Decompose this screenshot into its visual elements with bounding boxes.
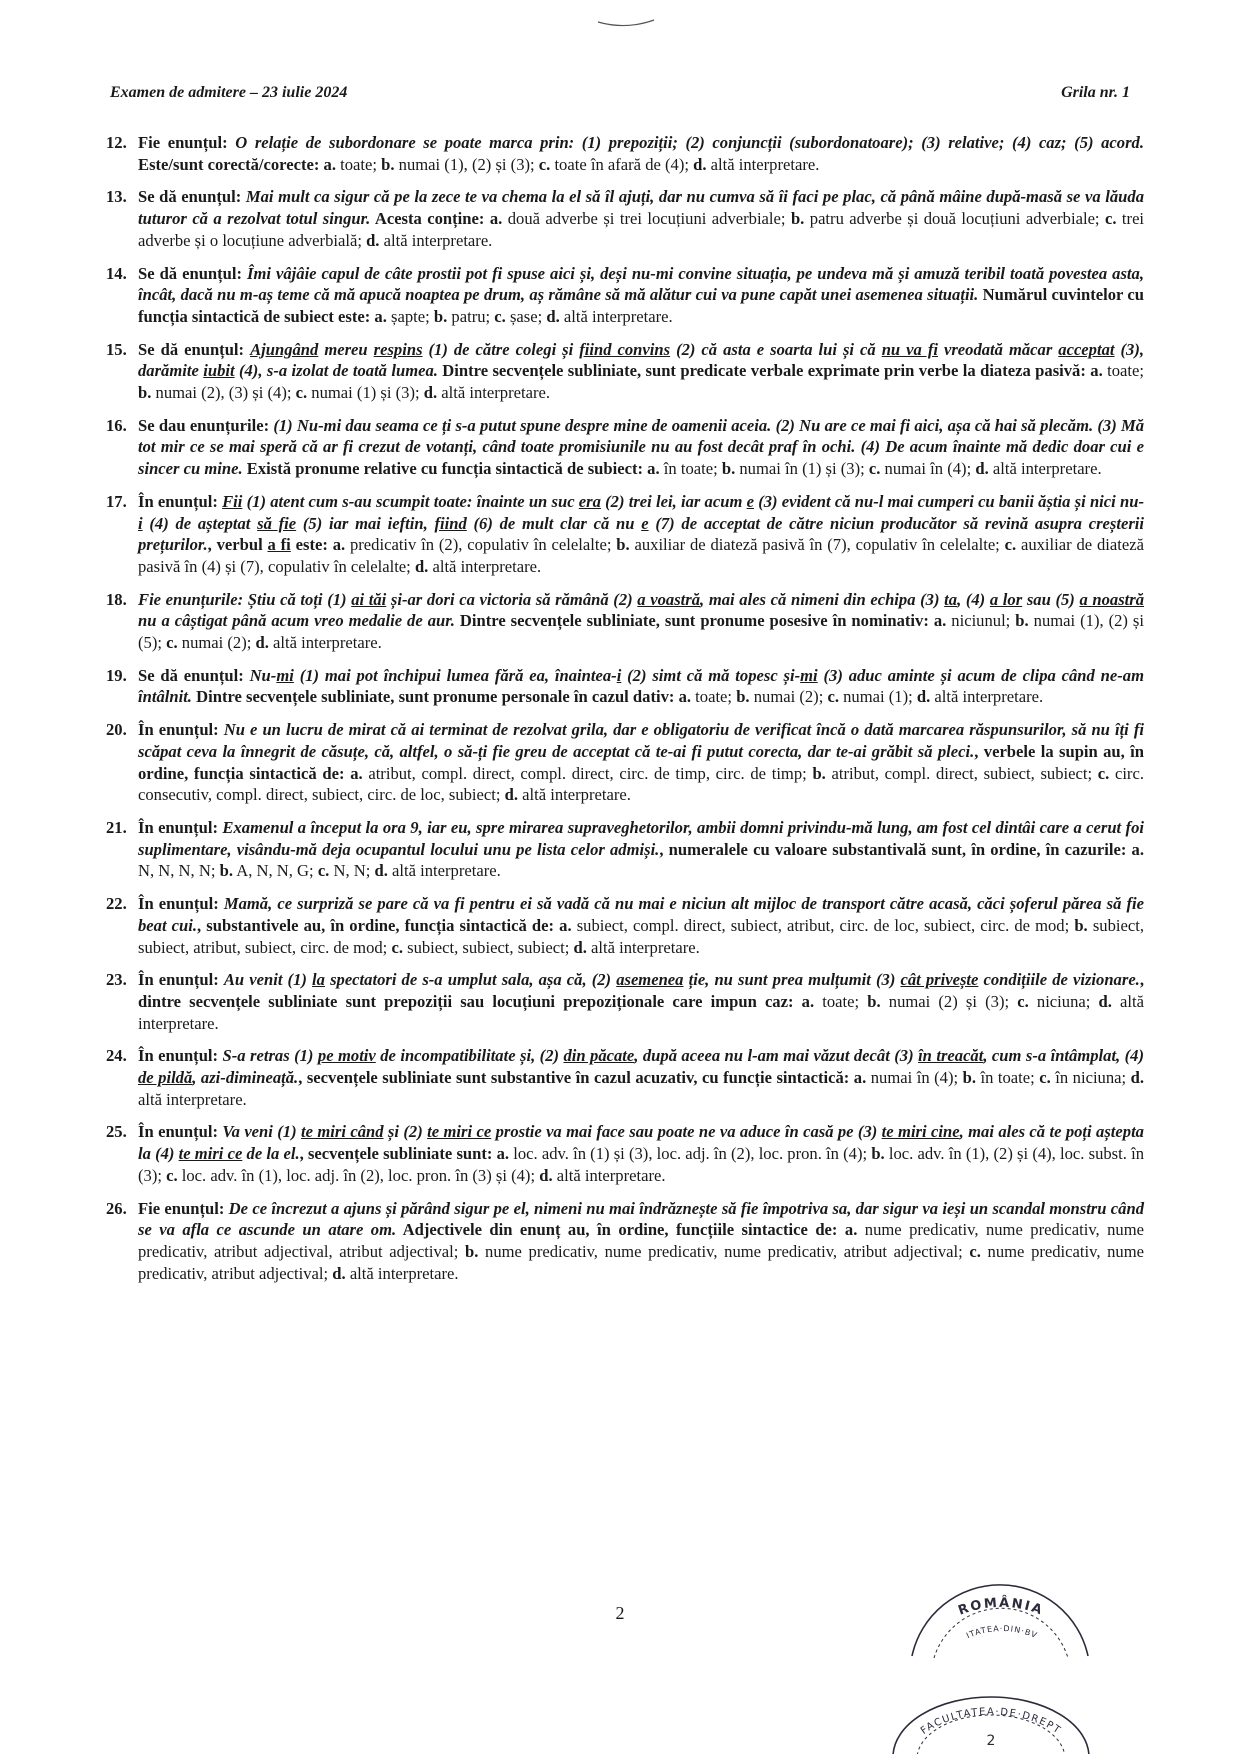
university-seal-lower [886,1693,1096,1754]
underlined-sequence: te miri ce [178,1144,243,1164]
question-text: sau (5) [1022,589,1080,609]
question-text: a. [801,991,815,1011]
question-text: (1) mai pot închipui lumea fără ea, înaintea- [293,665,617,685]
underlined-sequence: a fi [267,535,291,555]
question-text: patru; [447,306,495,326]
question-text: numai (1); [838,687,917,707]
underlined-sequence: să fie [257,513,297,533]
question-text: toate; [691,687,737,707]
questions-list [106,132,1144,1295]
question-text: c. [391,937,403,957]
question-text: loc. adv. în (1) și (3), loc. adj. în (2), loc. pron. în (4); [509,1144,872,1164]
question-number: 15. [106,339,127,359]
seal-number: 2 [986,1733,996,1749]
underlined-sequence: respins [373,339,423,359]
question-text: d. [975,459,989,479]
question-text: S-a retras (1) [222,1046,318,1066]
question-text: a. [350,763,363,783]
question-text: c. [295,383,308,403]
question-20 [106,719,1144,806]
question-text: Fie enunțul: [138,133,236,152]
question-text: b. [871,1144,885,1164]
question-text: a. [1090,361,1103,381]
question-text: subiect, subiect, atribut, subiect, circ. de mod; [138,915,1144,957]
question-text: șase; [505,306,547,326]
question-text: altă interpretare. [428,556,542,576]
question-25 [106,1121,1144,1186]
underlined-sequence: mi [276,665,294,685]
question-text: Acesta conține: [370,209,490,229]
underlined-sequence: te miri când [301,1122,384,1142]
question-text: subiect, compl. direct, subiect, atribut, circ. de loc, subiect, circ. de mod; [571,915,1075,935]
question-13 [106,186,1144,251]
question-text: Adjectivele din enunț au, în ordine, funcțiile sintactice de: [396,1220,845,1240]
question-text: c. [317,861,330,881]
question-14 [106,263,1144,328]
question-number: 16. [106,415,127,435]
question-text: loc. adv. în (1), loc. adj. în (2), loc. pron. în (3) și (4); [177,1165,540,1185]
question-text: numai (2), (3) și (4); [151,383,296,403]
question-text: (1) Nu-mi dau seama ce ți s-a putut spune despre mine de oamenii aceia. (2) Nu are ce mai fi aici, așa că hai să plecăm. (3) Mă tot mir ce se mai speră că ar fi crezut de votanți, când toate promisiunile nu au fost decât praf în ochi. (4) De acum înainte mă dedic doar cui e sincer cu mine. [138,415,1145,479]
question-text: altă interpretare. [138,991,1144,1033]
question-text: numai (2) și (3); [880,991,1018,1011]
underlined-sequence: ai tăi [351,589,387,609]
question-text: a. [323,154,336,174]
question-text: nume predicativ, nume predicativ, atribut adjectival; [138,1241,1144,1283]
question-text: a. [332,535,346,555]
question-text: Fie enunțul: [138,1198,229,1218]
question-text: altă interpretare. [706,154,820,174]
question-text: , dintre secvențele subliniate sunt prepoziții sau locuțiuni prepoziționale care impun caz: [138,970,1144,1011]
question-text: b. [736,687,750,707]
question-text: a. [489,209,503,229]
question-text: b. [1015,611,1029,631]
question-text: , mai ales că te poți aștepta la (4) [138,1122,1144,1164]
question-19 [106,665,1144,708]
underlined-sequence: i [616,665,622,685]
underlined-sequence: mi [800,665,818,685]
question-text: de incompatibilitate și, (2) [375,1046,564,1066]
question-number: 14. [106,263,127,283]
question-text: a. [559,915,572,935]
question-text: (1) de către colegi și [422,339,580,359]
question-text: (6) de mult clar că nu [466,513,642,533]
question-text: Există pronume relative cu funcția sintactică de subiect: [242,459,648,479]
question-text: toate în afară de (4); [550,154,694,174]
question-text: nu a câștigat până acum vreo medalie de aur. [138,611,455,631]
question-text: b. [721,459,736,479]
question-text: atribut, compl. direct, compl. direct, circ. de timp, circ. de timp; [362,763,813,783]
question-text: (2) simt că mă topesc și- [621,665,801,685]
question-text: Se dă enunțul: [138,187,246,207]
question-text: (4), s-a izolat de toată lumea. [234,361,438,381]
question-text: (2) trei lei, iar acum [600,491,747,511]
question-text: b. [962,1068,976,1088]
question-text: condițiile de vizionare. [978,970,1140,990]
question-22 [106,893,1144,958]
question-text: În enunțul: [138,817,223,837]
question-number: 26. [106,1198,127,1218]
question-text: În enunțul: [138,1122,223,1142]
underlined-sequence: te miri ce [427,1122,492,1142]
question-text: c. [1039,1068,1051,1088]
question-text: (7) de acceptat de către niciun producător să revină asupra creșterii prețurilor. [138,513,1144,555]
question-text: două adverbe și trei locuțiuni adverbiale; [502,209,791,229]
underlined-sequence: te miri cine [881,1122,960,1142]
question-text: b. [867,991,881,1011]
question-text: , cum s-a întâmplat, (4) [983,1046,1144,1066]
question-text: N, N; [329,861,375,881]
scan-mark [596,16,656,30]
question-text: predicativ în (2), copulativ în celelalte; [345,535,617,555]
question-text: , azi-dimineață. [192,1068,299,1088]
question-text: Dintre secvențele subliniate, sunt pronume personale în cazul dativ: [191,687,679,707]
question-text: numai (1), (2) și (5); [138,611,1145,653]
question-21 [106,817,1144,882]
question-text: prostie va mai face sau poate ne va aduce în casă pe (3) [491,1122,882,1142]
question-text: altă interpretare. [379,230,493,250]
question-number: 19. [106,665,127,685]
question-text: , (4) [957,589,990,609]
underlined-sequence: a noastră [1079,589,1145,609]
question-text: de la el. [242,1144,300,1164]
underlined-sequence: la [312,970,325,990]
question-text: c. [1017,991,1029,1011]
question-text: În enunțul: [138,970,224,990]
question-text: c. [166,633,178,653]
question-text: a. [1131,839,1144,859]
question-text: și-ar dori ca victoria să rămână (2) [386,589,638,609]
question-text: niciunul; [946,611,1016,631]
question-text: numai în (4); [880,459,976,479]
question-text: (1) atent cum s-au scumpit toate: înainte un suc [242,491,579,511]
question-text: c. [166,1165,178,1185]
question-text: Examenul a început la ora 9, iar eu, spre mirarea supraveghetorilor, ambii domni privindu-mă lung, am fost cel dintâi care a cerut foi suplimentare, visându-mă deja ocupantul locului unu pe lista celor admiși. [138,817,1144,859]
question-number: 13. [106,187,127,207]
question-text: Va veni (1) [222,1122,302,1142]
question-text: d. [1130,1068,1145,1088]
question-text: d. [414,556,429,576]
question-text: a. [374,306,387,326]
question-text: d. [539,1165,553,1185]
underlined-sequence: Fii [222,491,243,511]
question-text: d. [916,687,931,707]
question-text: altă interpretare. [552,1165,666,1185]
question-text: Mamă, ce surpriză se pare că va fi pentru ei să vadă că nu mai e niciun alt mijloc de transport către acasă, căci șoferul părea să fie beat cui. [138,894,1144,935]
question-text: altă interpretare. [559,306,673,326]
question-text: altă interpretare. [387,861,501,881]
question-text: toate; [814,991,868,1011]
question-number: 18. [106,589,127,609]
question-text: Fie enunțurile: Știu că toți (1) [138,589,352,609]
question-text: subiect, subiect, subiect; [402,937,574,957]
question-text: d. [1098,991,1112,1011]
svg-text:ITATEA·DIN·BV [965,1624,1039,1640]
question-text: Nu- [249,665,277,685]
question-text: N, N, N, N; [138,861,220,881]
question-text: , substantivele au, în ordine, funcția sintactică de: [197,915,560,935]
exam-title: Examen de admitere – 23 iulie 2024 [110,84,348,101]
underlined-sequence: cât privește [900,970,979,990]
question-number: 17. [106,491,127,511]
question-23 [106,969,1144,1034]
question-text: c. [538,154,551,174]
question-text: Nu e un lucru de mirat că ai terminat de rezolvat grila, dar e obligatoriu de verificat încă o dată marcarea răspunsurilor, să nu îți fi scăpat ceva la înnegrit de căsuțe, că, altfel, o să-ți fie greu de acceptat că te-ai fi putut corecta, dar te-ai grăbit să pleci. [138,720,1144,761]
question-text: altă interpretare. [437,383,551,403]
question-text: c. [494,306,506,326]
question-text: ție, nu sunt prea mulțumit (3) [683,970,901,990]
question-text: altă interpretare. [518,785,631,805]
underlined-sequence: e [641,513,649,533]
question-text: a. [933,611,947,631]
page-number: 2 [615,1603,625,1623]
question-12 [106,132,1144,175]
question-text: A, N, N, G; [232,861,318,881]
question-text: d. [573,937,587,957]
underlined-sequence: ta [944,589,958,609]
underlined-sequence: în treacăt [918,1046,984,1066]
question-text: b. [381,154,395,174]
question-text: b. [465,1241,479,1261]
question-text: Mai mult ca sigur că pe la zece te va chema la el să îl ajuți, dar nu cumva să îi faci pe plac, că până mâine după-masă se va lăuda tuturor că a rezolvat totul singur. [138,187,1144,229]
question-text: auxiliar de diateză pasivă în (7), copulativ în celelalte; [629,535,1005,555]
university-seal-upper [906,1584,1096,1664]
underlined-sequence: nu va fi [881,339,938,359]
question-text: numai (1) și (3); [307,383,424,403]
question-text: în toate; [975,1068,1040,1088]
question-text: și (2) [383,1122,428,1142]
question-text: d. [546,306,560,326]
grid-number: Grila nr. 1 [1061,84,1130,101]
question-17 [106,491,1144,578]
question-text: a. [678,687,692,707]
question-text: numai în (1) și (3); [735,459,869,479]
question-text: numai (2); [177,633,256,653]
question-text: c. [969,1241,981,1261]
underlined-sequence: i [138,513,143,533]
question-text: Se dau enunțurile: [138,415,274,435]
question-text: a. [844,1220,858,1240]
underlined-sequence: acceptat [1058,339,1115,359]
question-text: b. [433,306,448,326]
question-text: b. [219,861,233,881]
question-text: De ce încrezut a ajuns și părând sigur pe el, nimeni nu mai îndrăznește să fie împotriva sa, dar sigur va ieși un scandal monstru când se va afla ce ascunde un atare om. [138,1198,1144,1240]
question-text: b. [616,535,630,555]
svg-text:ROMÂNIA [956,1595,1045,1619]
question-text: Numărul cuvintelor cu funcția sintactică de subiect este: [138,285,1144,326]
question-number: 20. [106,720,127,740]
question-text: mereu [318,339,374,359]
question-text: Au venit (1) [223,970,313,990]
question-24 [106,1045,1144,1110]
question-text: nume predicativ, nume predicativ, nume predicativ, atribut adjectival, atribut adjectival; [138,1220,1144,1261]
question-text: circ. consecutiv, compl. direct, subiect, circ. de loc, subiect; [138,763,1144,805]
question-text: , numeralele cu valoare substantivală sunt, în ordine, în cazurile: [659,839,1132,859]
question-text: O relație de subordonare se poate marca prin: (1) prepoziții; (2) conjuncții (subordonatoare); (3) relative; (4) caz; (5) acord. [235,133,1144,152]
question-text: c. [1004,535,1017,555]
question-number: 25. [106,1122,127,1142]
underlined-sequence: a voastră [637,589,701,609]
question-text: altă interpretare. [268,633,382,653]
question-text: trei adverbe și o locuțiune adverbială; [138,209,1145,250]
question-text: nume predicativ, nume predicativ, nume predicativ, atribut adjectival; [478,1241,970,1261]
question-text: c. [1104,209,1117,229]
question-text: auxiliar de diateză pasivă în (4) și (7), copulativ în celelalte; [138,535,1144,576]
underlined-sequence: era [578,491,601,511]
question-text: b. [1074,915,1088,935]
question-text: În enunțul: [138,720,224,740]
question-text: Dintre secvențele subliniate, sunt pronume posesive în nominativ: [454,611,934,631]
question-text: b. [138,383,152,403]
question-text: a. [496,1144,510,1164]
question-text: altă interpretare. [138,1089,247,1109]
underlined-sequence: Ajungând [250,339,319,359]
question-text: Se dă enunțul: [138,263,248,283]
question-text: este: [290,535,333,555]
question-text: numai în (4); [866,1068,963,1088]
question-text: d. [423,383,438,403]
underlined-sequence: fiind convins [579,339,671,359]
question-text: Este/sunt corectă/corecte: [138,154,324,174]
question-text: toate; [1102,361,1144,381]
question-text: În enunțul: [138,1046,223,1066]
question-text: În enunțul: [138,491,223,511]
question-text: Se dă enunțul: [138,665,250,685]
question-number: 23. [106,970,127,990]
question-text: (2) că asta e soarta lui și că [670,339,882,359]
question-text: , secvențele subliniate sunt: [299,1144,497,1164]
underlined-sequence: e [746,491,754,511]
question-text: numai (1), (2) și (3); [394,154,539,174]
question-text: c. [827,687,839,707]
question-text: d. [255,633,269,653]
question-text: Dintre secvențele subliniate, sunt predicate verbale exprimate prin verbe la diateza pasivă: [437,361,1091,381]
question-text: altă interpretare. [345,1263,459,1283]
question-text: patru adverbe și două locuțiuni adverbiale; [804,209,1105,229]
question-text: , mai ales că nimeni din echipa (3) [700,589,945,609]
question-text: (3), darămite [138,339,1144,381]
underlined-sequence: iubit [203,361,235,381]
question-text: (4) de așteptat [142,513,258,533]
question-text: a. [647,459,660,479]
question-16 [106,415,1144,480]
underlined-sequence: de pildă [138,1068,193,1088]
question-text: c. [868,459,881,479]
question-text: d. [366,230,380,250]
question-text: d. [332,1263,346,1283]
question-15 [106,339,1144,404]
question-text: altă interpretare. [930,687,1044,707]
underlined-sequence: a lor [989,589,1023,609]
question-18 [106,589,1144,654]
question-text: d. [693,154,707,174]
seal-lower-text: ITATEA·DIN·BV [964,1624,1039,1641]
question-text: (3) evident că nu-l mai cumperi cu banii ăștia și nici nu- [753,491,1144,511]
question-text: c. [1097,763,1110,783]
question-text: , secvențele subliniate sunt substantive în cazul acuzativ, cu funcție sintactică: [298,1068,854,1088]
question-text: , după aceea nu l-am mai văzut decât (3) [634,1046,919,1066]
question-text: altă interpretare. [586,937,700,957]
underlined-sequence: fiind [434,513,467,533]
question-text: a. [853,1068,867,1088]
question-text: spectatori de s-a umplut sala, așa că, (2) [324,970,617,990]
seal-upper-text: ROMÂNIA [956,1595,1046,1619]
question-number: 12. [106,133,127,152]
seal-bottom-text: FACULTATEA·DE·DREPT [918,1706,1064,1737]
question-text: atribut, compl. direct, subiect, subiect; [825,763,1098,783]
question-text: Îmi vâjâie capul de câte prostii pot fi spuse aici și, deși nu-mi convine situația, pe undeva mă și amuză teribil toată povestea asta, încât, dacă nu m-aș teme că mă apucă noaptea pe drum, aș rămâne să mă alătur cui va pune capăt unei asemenea situații. [138,263,1144,305]
question-text: altă interpretare. [988,459,1102,479]
question-text: numai (2); [749,687,828,707]
question-text: d. [504,785,519,805]
question-26 [106,1198,1144,1285]
question-text: b. [812,763,826,783]
question-text: În enunțul: [138,894,224,914]
question-text: loc. adv. în (1), (2) și (4), loc. subst. în (3); [138,1144,1144,1185]
underlined-sequence: pe motiv [317,1046,376,1066]
question-number: 24. [106,1046,127,1066]
question-text: toate; [335,154,382,174]
underlined-sequence: asemenea [616,970,684,990]
question-text: în niciuna; [1050,1068,1131,1088]
question-text: , verbele la supin au, în ordine, funcția sintactică de: [138,741,1144,783]
underlined-sequence: din păcate [563,1046,635,1066]
question-number: 22. [106,894,127,914]
question-number: 21. [106,817,127,837]
question-text: vreodată măcar [937,339,1059,359]
question-text: Se dă enunțul: [138,339,251,359]
question-text: în toate; [659,459,722,479]
question-text: șapte; [386,306,434,326]
question-text: niciuna; [1028,991,1099,1011]
question-text: (5) iar mai ieftin, [296,513,435,533]
question-text: (3) aduc aminte și acum de clipa când ne-am întâlnit. [138,665,1144,707]
question-text: b. [790,209,805,229]
question-text: d. [374,861,388,881]
question-text: , verbul [207,535,268,555]
